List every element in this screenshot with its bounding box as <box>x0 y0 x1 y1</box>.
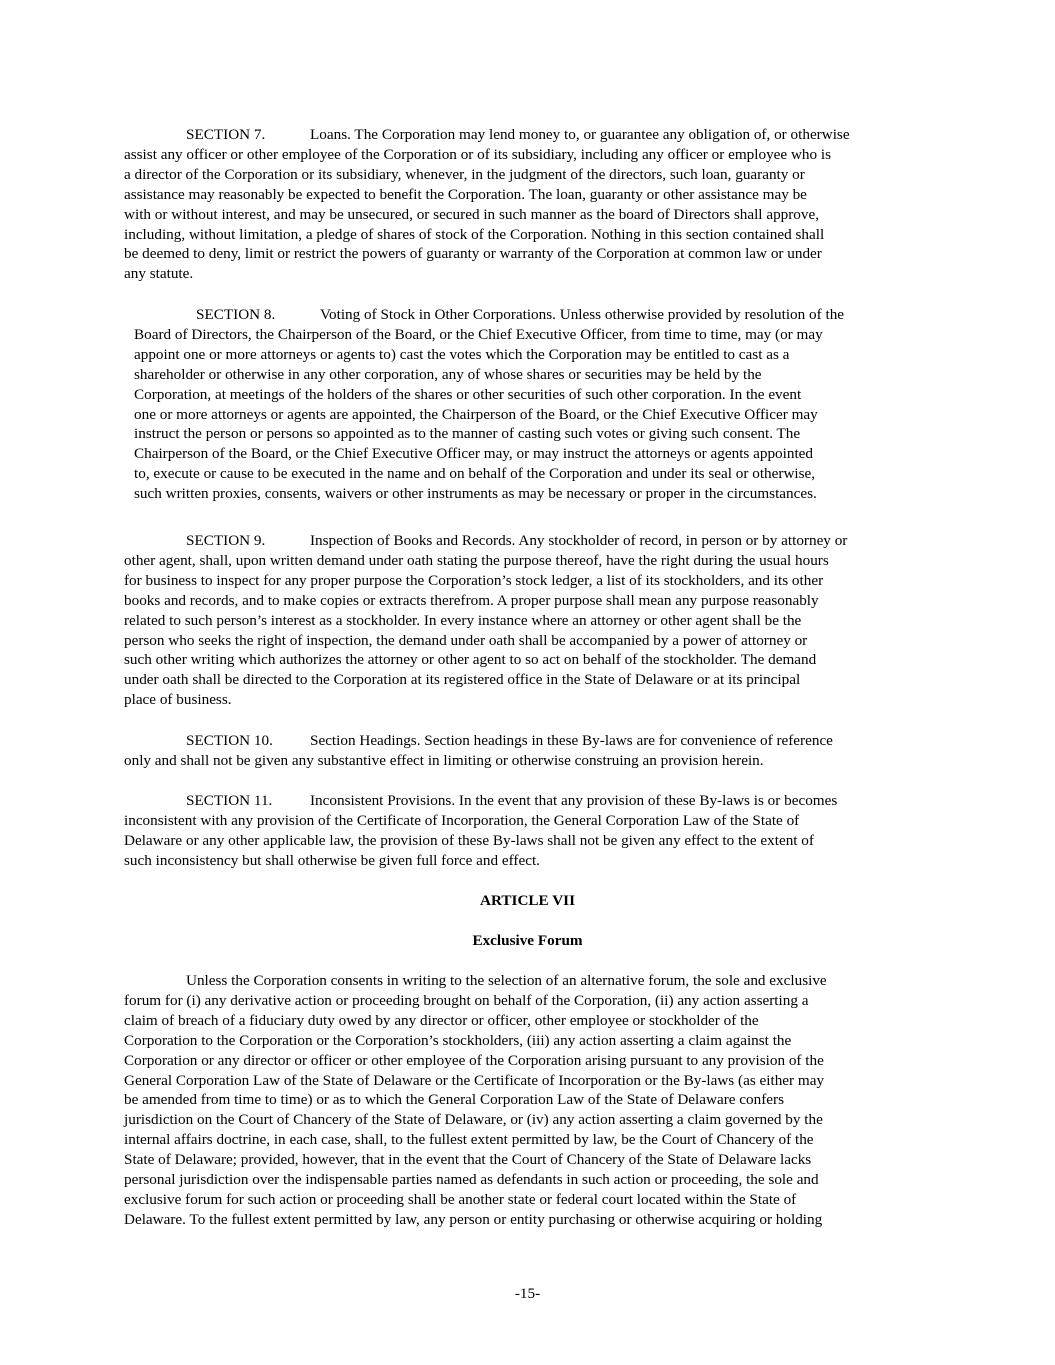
paragraph-line: Inconsistent Provisions. In the event that any provision of these By-laws is or becomes <box>310 792 838 809</box>
paragraph-line: under oath shall be directed to the Corporation at its registered office in the State of Delaware or at its principal <box>124 671 801 689</box>
paragraph-line: be deemed to deny, limit or restrict the powers of guaranty or warranty of the Corporation at common law or under <box>124 245 822 263</box>
paragraph-line: Voting of Stock in Other Corporations. Unless otherwise provided by resolution of the <box>320 306 845 323</box>
paragraph-line: assist any officer or other employee of the Corporation or of its subsidiary, including any officer or employee who is <box>124 145 832 163</box>
paragraph-line: General Corporation Law of the State of Delaware or the Certificate of Incorporation or the By-laws (as either may <box>124 1071 825 1089</box>
paragraph-line: Corporation or any director or officer or other employee of the Corporation arising pursuant to any provision of the <box>124 1051 824 1069</box>
paragraph-line: Unless the Corporation consents in writing to the selection of an alternative forum, the sole and exclusive <box>186 972 827 989</box>
paragraph-line: Delaware. To the fullest extent permitted by law, any person or entity purchasing or otherwise acquiring or holding <box>124 1210 823 1228</box>
paragraph-line: person who seeks the right of inspection, the demand under oath shall be accompanied by a power of attorney or <box>124 631 808 649</box>
paragraph-line: related to such person’s interest as a stockholder. In every instance where an attorney or other agent shall be the <box>124 611 802 629</box>
paragraph-line: any statute. <box>124 265 194 283</box>
paragraph-line: other agent, shall, upon written demand under oath stating the purpose thereof, have the right during the usual hours <box>124 551 829 569</box>
paragraph-line: Section Headings. Section headings in these By-laws are for convenience of reference <box>310 732 833 749</box>
paragraph-line: such inconsistency but shall otherwise be given full force and effect. <box>124 851 540 869</box>
section-10-label: SECTION 10. <box>186 732 273 749</box>
paragraph-line: one or more attorneys or agents are appointed, the Chairperson of the Board, or the Chief Executive Officer may <box>134 405 818 423</box>
section-10-paragraph <box>124 731 833 771</box>
article-heading: ARTICLE VII <box>480 892 575 909</box>
paragraph-line: inconsistent with any provision of the Certificate of Incorporation, the General Corporation Law of the State of <box>124 811 800 829</box>
paragraph-line: place of business. <box>124 691 232 709</box>
section-11-label: SECTION 11. <box>186 792 273 809</box>
paragraph-line: Chairperson of the Board, or the Chief Executive Officer may, or may instruct the attorneys or agents appointed <box>134 445 814 463</box>
paragraph-line: forum for (i) any derivative action or proceeding brought on behalf of the Corporation, (ii) any action asserting a <box>124 991 809 1009</box>
paragraph-line: Loans. The Corporation may lend money to, or guarantee any obligation of, or otherwise <box>310 126 850 143</box>
paragraph-line: claim of breach of a fiduciary duty owed by any director or officer, other employee or stockholder of the <box>124 1011 759 1029</box>
paragraph-line: jurisdiction on the Court of Chancery of the State of Delaware, or (iv) any action asserting a claim governed by the <box>124 1111 823 1129</box>
paragraph-line: Corporation to the Corporation or the Corporation’s stockholders, (iii) any action asserting a claim against the <box>124 1031 792 1049</box>
section-8-paragraph <box>134 305 844 504</box>
paragraph-line: with or without interest, and may be unsecured, or secured in such manner as the board of Directors shall approve, <box>124 205 820 223</box>
paragraph-line: be amended from time to time) or as to which the General Corporation Law of the State of Delaware confers <box>124 1091 784 1109</box>
paragraph-line: including, without limitation, a pledge of shares of stock of the Corporation. Nothing in this section contained shall <box>124 225 825 243</box>
page-number: -15- <box>514 1285 541 1302</box>
paragraph-line: instruct the person or persons so appointed as to the manner of casting such votes or giving such consent. The <box>134 425 801 443</box>
paragraph-line: shareholder or otherwise in any other corporation, any of whose shares or securities may be held by the <box>134 365 762 383</box>
article-subheading: Exclusive Forum <box>472 932 583 949</box>
paragraph-line: books and records, and to make copies or extracts therefrom. A proper purpose shall mean any purpose reasonably <box>124 591 819 609</box>
paragraph-line: for business to inspect for any proper purpose the Corporation’s stock ledger, a list of its stockholders, and its other <box>124 571 824 589</box>
paragraph-line: appoint one or more attorneys or agents to) cast the votes which the Corporation may be entitled to cast as a <box>134 345 790 363</box>
paragraph-line: a director of the Corporation or its subsidiary, whenever, in the judgment of the directors, such loan, guaranty or <box>124 165 805 183</box>
paragraph-line: to, execute or cause to be executed in the name and on behalf of the Corporation and under its seal or otherwise, <box>134 465 816 483</box>
exclusive-forum-paragraph <box>124 971 827 1230</box>
paragraph-line: such written proxies, consents, waivers or other instruments as may be necessary or proper in the circumstances. <box>134 485 817 503</box>
paragraph-line: Board of Directors, the Chairperson of the Board, or the Chief Executive Officer, from time to time, may (or may <box>134 325 823 343</box>
paragraph-line: personal jurisdiction over the indispensable parties named as defendants in such action or proceeding, the sole and <box>124 1171 819 1189</box>
paragraph-line: Delaware or any other applicable law, the provision of these By-laws shall not be given any effect to the extent of <box>124 831 814 849</box>
paragraph-line: such other writing which authorizes the attorney or other agent to so act on behalf of the stockholder. The demand <box>124 651 817 669</box>
paragraph-line: State of Delaware; provided, however, that in the event that the Court of Chancery of the State of Delaware lacks <box>124 1151 812 1169</box>
section-8-label: SECTION 8. <box>196 306 276 323</box>
paragraph-line: only and shall not be given any substantive effect in limiting or otherwise construing an provision herein. <box>124 751 764 769</box>
section-7-paragraph <box>124 125 850 284</box>
section-9-label: SECTION 9. <box>186 532 266 549</box>
paragraph-line: Inspection of Books and Records. Any stockholder of record, in person or by attorney or <box>310 532 848 549</box>
section-7-label: SECTION 7. <box>186 126 266 143</box>
section-9-paragraph <box>124 531 847 710</box>
paragraph-line: Corporation, at meetings of the holders of the shares or other securities of such other corporation. In the event <box>134 385 802 403</box>
paragraph-line: internal affairs doctrine, in each case, shall, to the fullest extent permitted by law, be the Court of Chancery of the <box>124 1131 814 1149</box>
paragraph-line: assistance may reasonably be expected to benefit the Corporation. The loan, guaranty or other assistance may be <box>124 185 807 203</box>
paragraph-line: exclusive forum for such action or proceeding shall be another state or federal court located within the State of <box>124 1190 797 1208</box>
section-11-paragraph <box>124 791 837 871</box>
